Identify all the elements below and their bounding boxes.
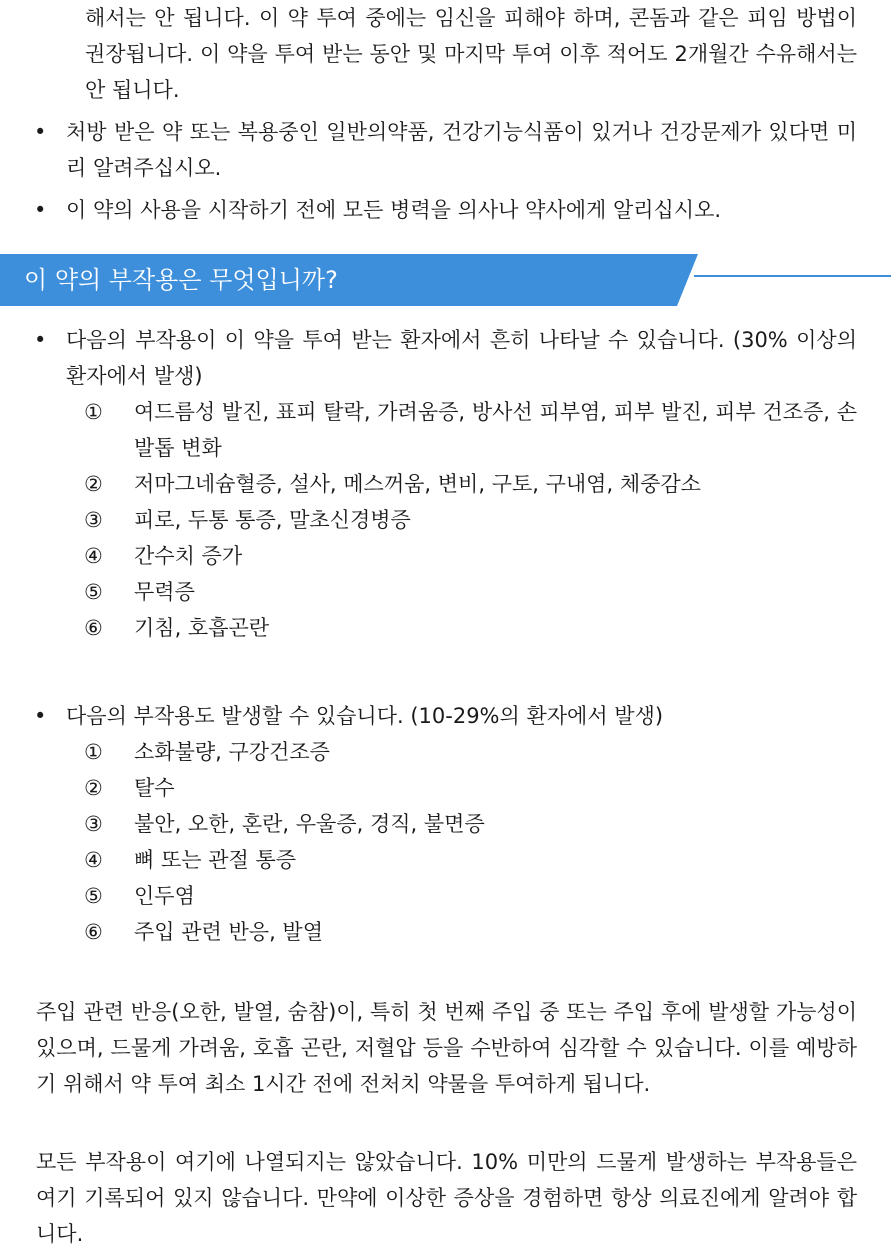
infusion-reaction-paragraph: 주입 관련 반응(오한, 발열, 숨참)이, 특히 첫 번째 주입 중 또는 주입 후에 발생할 가능성이 있으며, 드물게 가려움, 호흡 곤란, 저혈압 등을 수반하여 심각할 수 있습니다. 이를 예방하기 위해서 약 투여 최소 1시간 전에 전처치 약물을 투여하게 됩니다. [36, 1000, 857, 1096]
closing-paragraph: 모든 부작용이 여기에 나열되지는 않았습니다. 10% 미만의 드물게 발생하는 부작용들은 여기 기록되어 있지 않습니다. 만약에 이상한 증상을 경험하면 항상 의료진에게 알려야 합니다. [36, 1150, 857, 1246]
bullet-icon: • [34, 328, 47, 352]
other-side-effects-list [32, 698, 857, 950]
bullet-icon: • [34, 198, 47, 222]
side-effect-text: 불안, 오한, 혼란, 우울증, 경직, 불면증 [134, 812, 485, 836]
list-item [84, 610, 857, 646]
side-effect-text: 인두염 [134, 884, 195, 908]
list-item [84, 878, 857, 914]
circled-number: ③ [84, 812, 103, 836]
other-side-effects-items [66, 734, 857, 950]
list-item [32, 698, 857, 950]
bullet-icon: • [34, 120, 47, 144]
section-header [0, 254, 891, 306]
precaution-list [32, 114, 857, 228]
list-item [84, 842, 857, 878]
circled-number: ⑥ [84, 920, 103, 944]
list-item [84, 538, 857, 574]
list-item [84, 914, 857, 950]
circled-number: ① [84, 740, 103, 764]
list-item [84, 734, 857, 770]
side-effect-text: 무력증 [134, 580, 195, 604]
common-side-effects-intro: 다음의 부작용이 이 약을 투여 받는 환자에서 흔히 나타날 수 있습니다. (30% 이상의 환자에서 발생) [66, 328, 857, 388]
side-effect-text: 저마그네슘혈증, 설사, 메스꺼움, 변비, 구토, 구내염, 체중감소 [134, 472, 701, 496]
common-side-effects-items [66, 394, 857, 646]
circled-number: ② [84, 776, 103, 800]
side-effect-text: 여드름성 발진, 표피 탈락, 가려움증, 방사선 피부염, 피부 발진, 피부 건조증, 손발톱 변화 [134, 400, 857, 460]
list-item [32, 192, 857, 228]
side-effect-text: 피로, 두통 통증, 말초신경병증 [134, 508, 411, 532]
circled-number: ⑤ [84, 884, 103, 908]
circled-number: ⑤ [84, 580, 103, 604]
circled-number: ① [84, 400, 103, 424]
circled-number: ② [84, 472, 103, 496]
circled-number: ④ [84, 848, 103, 872]
bullet-icon: • [34, 704, 47, 728]
side-effect-text: 주입 관련 반응, 발열 [134, 920, 323, 944]
list-item [32, 114, 857, 186]
list-item [84, 574, 857, 610]
circled-number: ⑥ [84, 616, 103, 640]
circled-number: ④ [84, 544, 103, 568]
precaution-text: 이 약의 사용을 시작하기 전에 모든 병력을 의사나 약사에게 알리십시오. [66, 198, 722, 222]
side-effect-text: 소화불량, 구강건조증 [134, 740, 330, 764]
list-item [84, 394, 857, 466]
side-effect-text: 간수치 증가 [134, 544, 243, 568]
list-item [84, 466, 857, 502]
intro-continuation-text: 해서는 안 됩니다. 이 약 투여 중에는 임신을 피해야 하며, 콘돔과 같은 피임 방법이 권장됩니다. 이 약을 투여 받는 동안 및 마지막 투여 이후 적어도 2개월간 수유해서는 안 됩니다. [85, 6, 857, 102]
side-effect-text: 탈수 [134, 776, 175, 800]
common-side-effects-list [32, 322, 857, 646]
side-effect-text: 기침, 호흡곤란 [134, 616, 270, 640]
list-item [84, 770, 857, 806]
circled-number: ③ [84, 508, 103, 532]
section-title: 이 약의 부작용은 무엇입니까? [24, 266, 338, 294]
list-item [84, 806, 857, 842]
list-item [32, 322, 857, 646]
other-side-effects-intro: 다음의 부작용도 발생할 수 있습니다. (10-29%의 환자에서 발생) [66, 704, 664, 728]
list-item [84, 502, 857, 538]
precaution-text: 처방 받은 약 또는 복용중인 일반의약품, 건강기능식품이 있거나 건강문제가 있다면 미리 알려주십시오. [66, 120, 857, 180]
side-effect-text: 뼈 또는 관절 통증 [134, 848, 297, 872]
